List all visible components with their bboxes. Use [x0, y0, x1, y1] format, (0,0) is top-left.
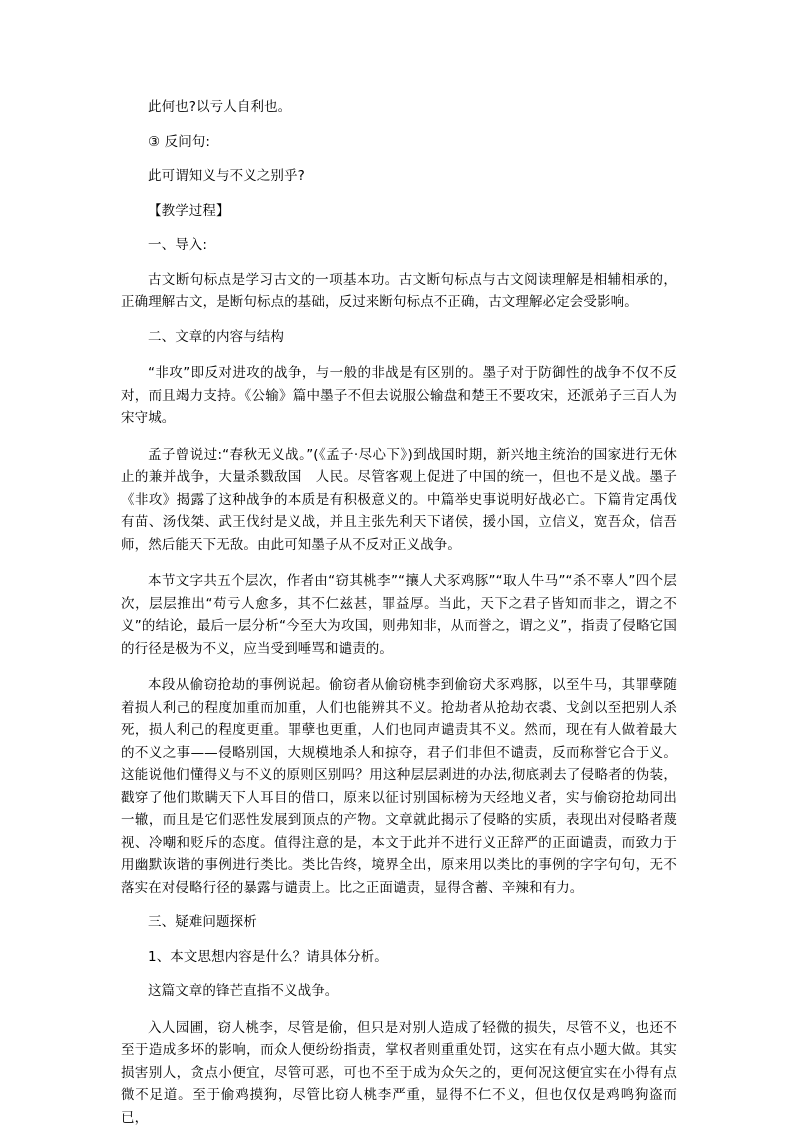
paragraph-introduction: 古文断句标点是学习古文的一项基本功。古文断句标点与古文阅读理解是相辅相承的，正确理解古文，是断句标点的基础，反过来断句标点不正确，古文理解必定会受影响。 — [121, 269, 677, 314]
paragraph-mencius: 孟子曾说过:“春秋无义战。”(《孟子·尽心下》)到战国时期，新兴地主统治的国家进行无休止的兼并战争，大量杀戮敌国 人民。尽管客观上促进了中国的统一，但也不是义战。墨子《非攻》揭露了这种战争的本质是有积极意义的。中篇举史事说明好战必亡。下篇肯定禹伐有苗、汤伐桀、武王伐纣是义战，并且主张先利天下诸侯，援小国，立信义，宽吾众，信吾师，然后能天下无敌。由此可知墨子从不反对正义战争。 — [121, 444, 677, 557]
line-example: 此何也?以亏人自利也。 — [121, 96, 677, 119]
heading-difficult-questions: 三、疑难问题探析 — [121, 911, 677, 934]
section-heading-teaching-process: 【教学过程】 — [121, 200, 677, 223]
paragraph-non-aggression: “非攻”即反对进攻的战争，与一般的非战是有区别的。墨子对于防御性的战争不仅不反对，而且竭力支持。《公输》篇中墨子不但去说服公输盘和楚王不要攻宋，还派弟子三百人为宋守城。 — [121, 362, 677, 430]
paragraph-five-levels: 本节文字共五个层次，作者由“窃其桃李”“攘人犬豕鸡豚”“取人牛马”“杀不辜人”四个层次，层层推出“苟亏人愈多，其不仁兹甚，罪益厚。当此，天下之君子皆知而非之，谓之不义”的结论，最后一层分析“今至大为攻国，则弗知非，从而誉之，谓之义”，指责了侵略它国的行径是极为不义，应当受到唾骂和谴责的。 — [121, 570, 677, 660]
heading-content-structure: 二、文章的内容与结构 — [121, 326, 677, 349]
document-body — [121, 96, 677, 1129]
question-1: 1、本文思想内容是什么？请具体分析。 — [121, 946, 677, 969]
subheading-rhetorical-question: ③ 反问句: — [121, 131, 677, 154]
heading-introduction: 一、导入: — [121, 234, 677, 257]
paragraph-analysis: 入人园圃，窃人桃李，尽管是偷，但只是对别人造成了轻微的损失，尽管不义，也还不至于造成多坏的影响，而众人便纷纷指责，掌权者则重重处罚，这实在有点小题大做。其实损害别人，贪点小便宜，尽管可恶，可也不至于成为众矢之的，更何况这便宜实在小得有点微不足道。至于偷鸡摸狗，尽管比窃人桃李严重，显得不仁不义，但也仅仅是鸡鸣狗盗而已， — [121, 1017, 677, 1129]
line-example-2: 此可谓知义与不义之别乎? — [121, 165, 677, 188]
paragraph-theft-examples: 本段从偷窃抢劫的事例说起。偷窃者从偷窃桃李到偷窃犬豕鸡豚，以至牛马，其罪孽随着损人利己的程度加重而加重，人们也能辨其不义。抢劫者从抢劫衣裘、戈剑以至把别人杀死，损人利己的程度更重。罪孽也更重，人们也同声谴责其不义。然而，现在有人做着最大的不义之事——侵略别国，大规模地杀人和掠夺，君子们非但不谴责，反而称誉它合于义。这能说他们懂得义与不义的原则区别吗？用这种层层剥进的办法,彻底剥去了侵略者的伪装，戳穿了他们欺瞒天下人耳目的借口，原来以征讨别国标榜为天经地义者，实与偷窃抢劫同出一辙，而且是它们恶性发展到顶点的产物。文章就此揭示了侵略的实质，表现出对侵略者蔑视、冷嘲和贬斥的态度。值得注意的是，本文于此并不进行义正辞严的正面谴责，而致力于用幽默诙谐的事例进行类比。类比告终，境界全出，原来用以类比的事例的字字句句，无不落实在对侵略行径的暴露与谴责上。比之正面谴责，显得含蓄、辛辣和有力。 — [121, 674, 677, 899]
answer-1-intro: 这篇文章的锋芒直指不义战争。 — [121, 980, 677, 1003]
